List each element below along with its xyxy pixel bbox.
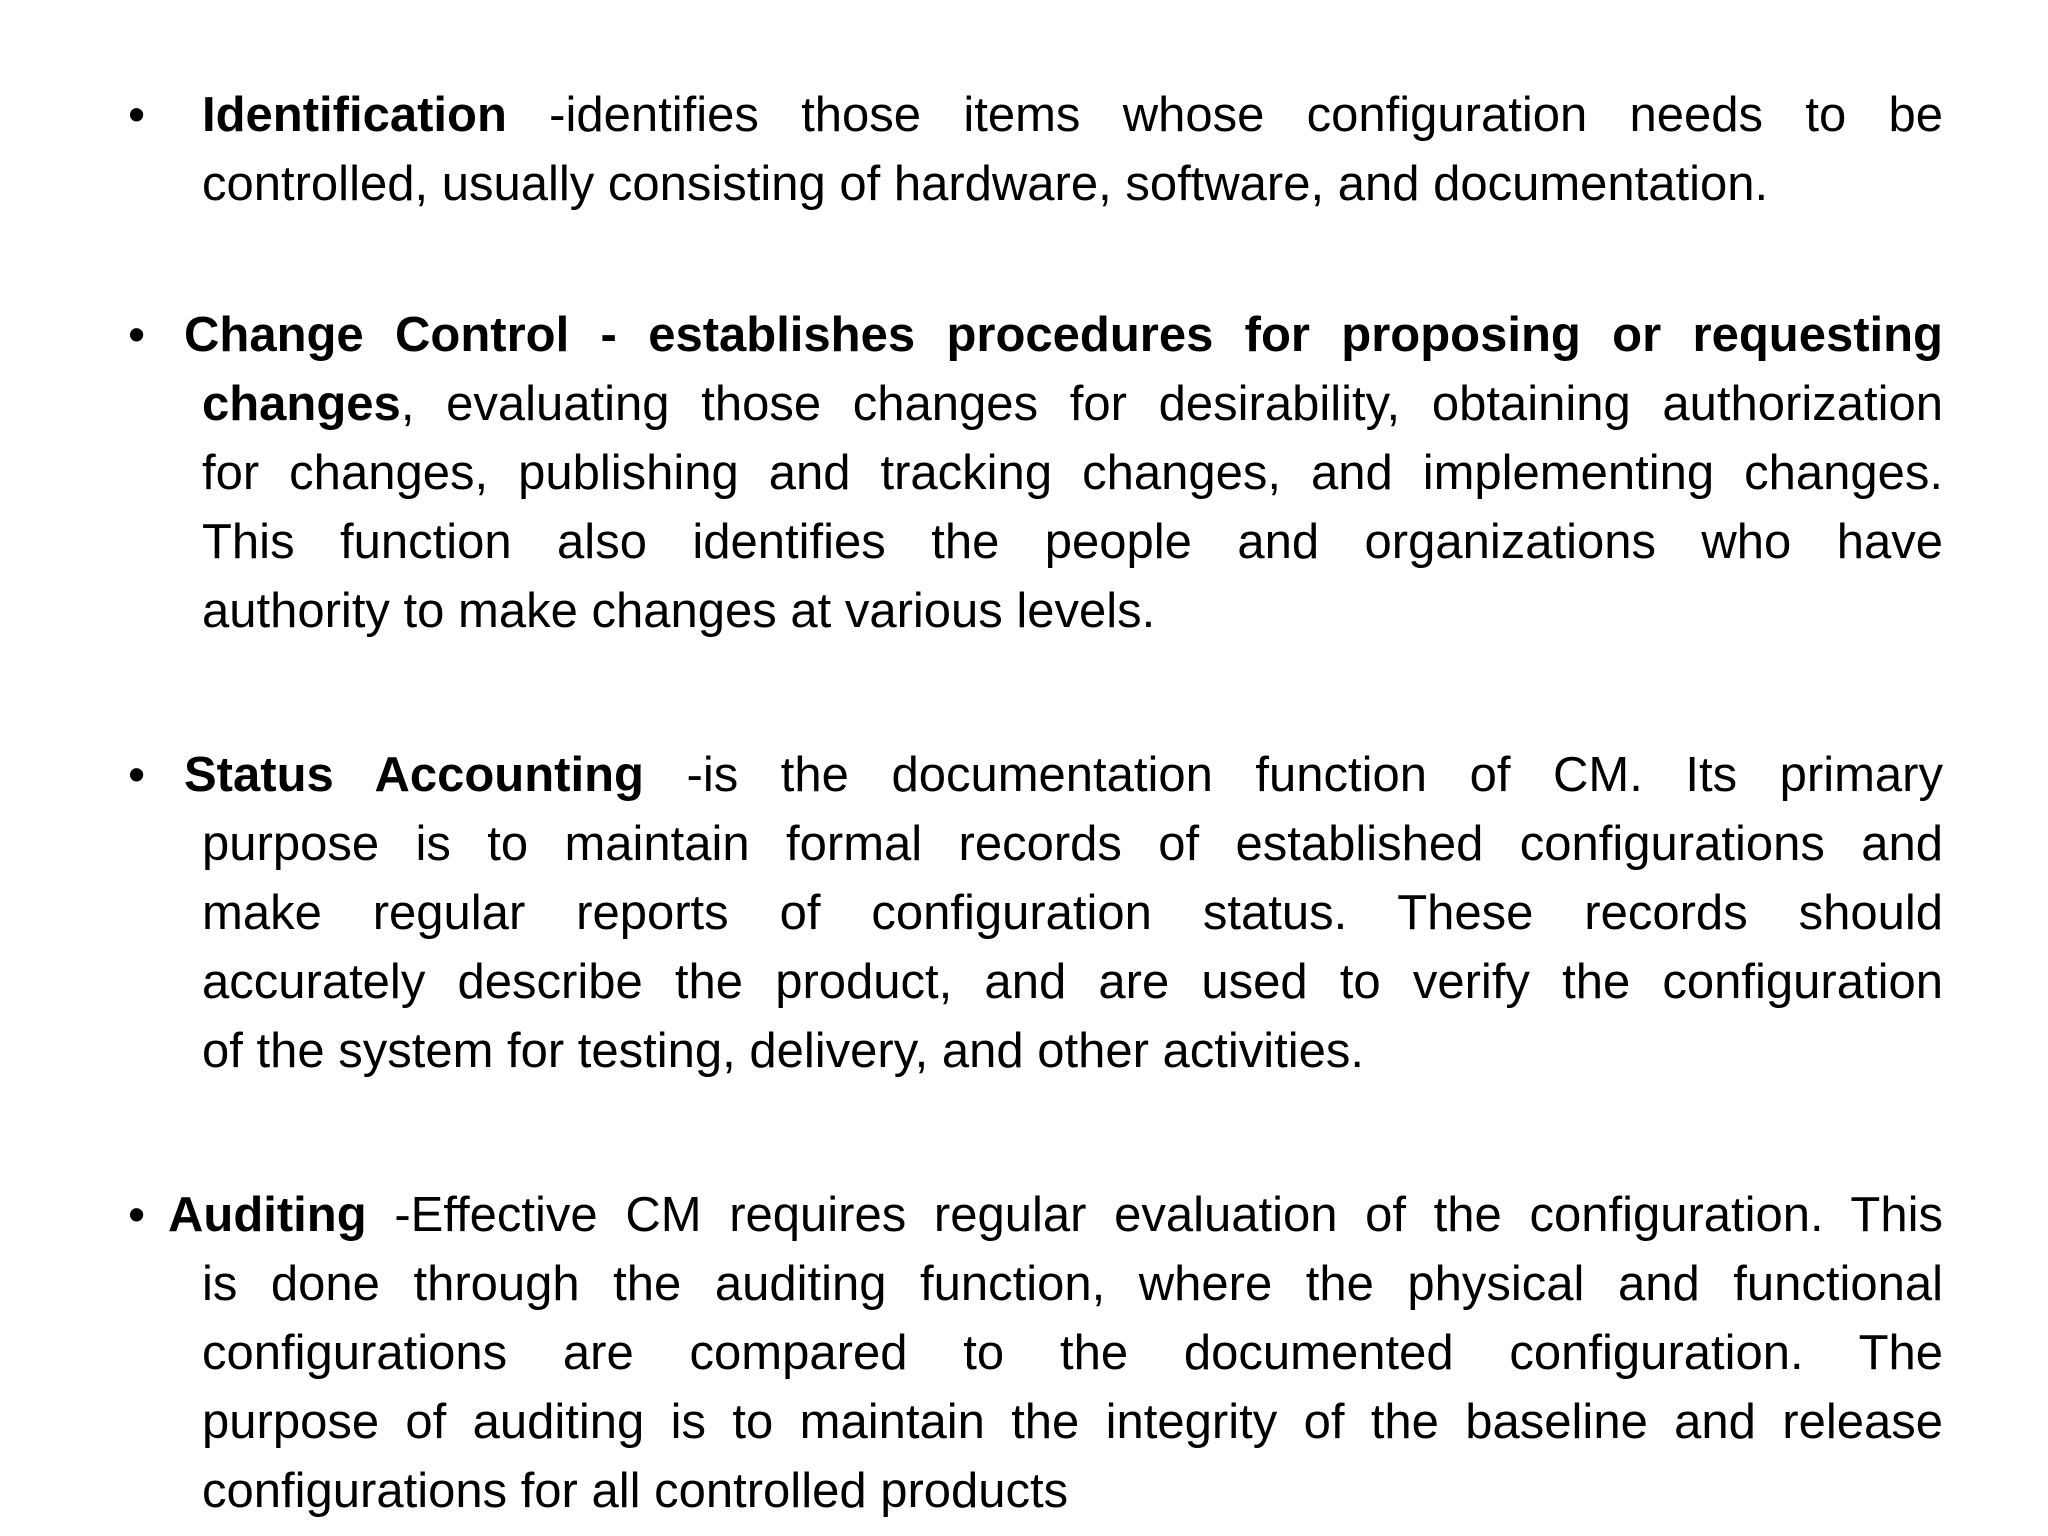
- description-line: changes, evaluating those changes for desirability, obtaining authorization: [202, 377, 1943, 431]
- description-line: is done through the auditing function, where the physical and functional: [202, 1257, 1943, 1311]
- description-line: controlled, usually consisting of hardware, software, and documentation.: [202, 157, 1769, 211]
- term-label: Change Control - establishes procedures for proposing or requesting: [184, 308, 1943, 362]
- description-text: -identifies those items whose configuration needs to be: [506, 88, 1943, 142]
- bullet-item-identification: [128, 81, 1943, 219]
- description-line: make regular reports of configuration status. These records should: [202, 886, 1943, 940]
- description-line: configurations are compared to the documented configuration. The: [202, 1326, 1943, 1380]
- term-label: Identification: [202, 88, 507, 142]
- bullet-icon: •: [128, 308, 146, 362]
- description-line: of the system for testing, delivery, and other activities.: [202, 1024, 1365, 1078]
- bullet-icon: •: [128, 1188, 146, 1242]
- description-text: -is the documentation function of CM. Its primary: [643, 748, 1943, 802]
- description-line: authority to make changes at various levels.: [202, 584, 1156, 638]
- bullet-item-change-control: [128, 301, 1943, 646]
- description-line: purpose is to maintain formal records of established configurations and: [202, 817, 1943, 871]
- term-label: Auditing: [168, 1188, 367, 1242]
- term-label: Status Accounting: [184, 748, 644, 802]
- description-text: -Effective CM requires regular evaluation of the configuration. This: [366, 1188, 1943, 1242]
- bullet-item-auditing: [128, 1181, 1943, 1526]
- description-line: configurations for all controlled products: [202, 1464, 1069, 1518]
- term-label-continued: changes: [202, 377, 401, 431]
- bullet-item-status-accounting: [128, 741, 1943, 1086]
- description-line: accurately describe the product, and are used to verify the configuration: [202, 955, 1943, 1009]
- bullet-icon: •: [128, 88, 146, 142]
- description-line: for changes, publishing and tracking changes, and implementing changes.: [202, 446, 1943, 500]
- description-line: purpose of auditing is to maintain the integrity of the baseline and release: [202, 1395, 1943, 1449]
- bullet-icon: •: [128, 748, 146, 802]
- description-line: This function also identifies the people and organizations who have: [202, 515, 1943, 569]
